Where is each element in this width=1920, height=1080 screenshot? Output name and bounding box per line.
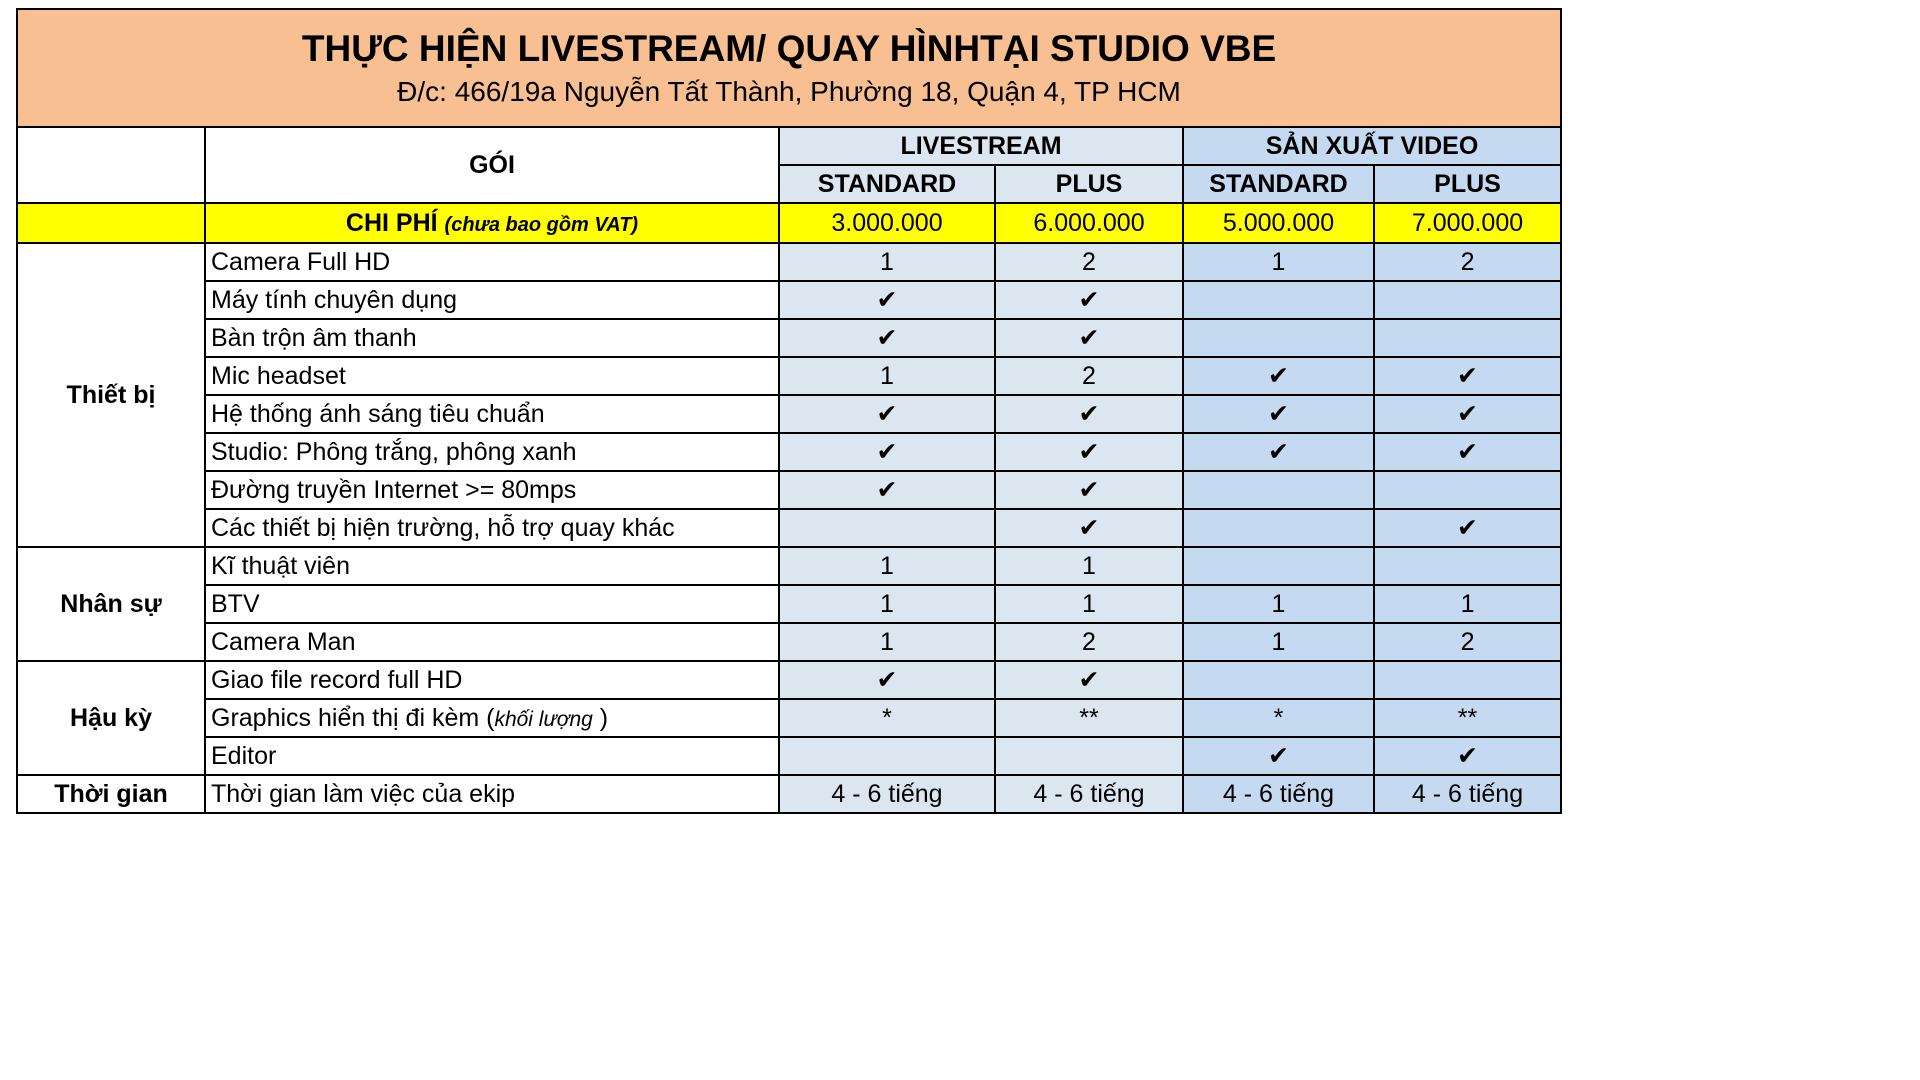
value-cell — [1374, 547, 1561, 585]
table-row — [17, 281, 1561, 319]
check-icon: ✔ — [1183, 357, 1374, 395]
check-icon: ✔ — [995, 395, 1183, 433]
value-cell: ** — [995, 699, 1183, 737]
table-row — [17, 433, 1561, 471]
check-icon: ✔ — [779, 395, 995, 433]
value-cell — [1374, 661, 1561, 699]
corner-cell — [17, 127, 205, 203]
address-line: Đ/c: 466/19a Nguyễn Tất Thành, Phường 18, Quận 4, TP HCM — [397, 76, 1181, 107]
value-cell: 1 — [995, 585, 1183, 623]
check-icon: ✔ — [1374, 395, 1561, 433]
value-cell: 2 — [995, 357, 1183, 395]
feature-label: Kĩ thuật viên — [205, 547, 779, 585]
cost-value: 3.000.000 — [779, 203, 995, 243]
value-cell: 1 — [1374, 585, 1561, 623]
feature-label: Hệ thống ánh sáng tiêu chuẩn — [205, 395, 779, 433]
group-livestream: LIVESTREAM — [779, 127, 1183, 165]
value-cell: 1 — [995, 547, 1183, 585]
value-cell: 4 - 6 tiếng — [995, 775, 1183, 813]
check-icon: ✔ — [779, 433, 995, 471]
check-icon: ✔ — [779, 281, 995, 319]
feature-label: Giao file record full HD — [205, 661, 779, 699]
value-cell — [1374, 471, 1561, 509]
tier-video-standard: STANDARD — [1183, 165, 1374, 203]
check-icon: ✔ — [995, 319, 1183, 357]
check-icon: ✔ — [995, 281, 1183, 319]
value-cell — [1183, 281, 1374, 319]
category-time: Thời gian — [17, 775, 205, 813]
cost-value: 5.000.000 — [1183, 203, 1374, 243]
feature-label: Mic headset — [205, 357, 779, 395]
value-cell: 1 — [779, 357, 995, 395]
table-row — [17, 395, 1561, 433]
feature-label: Máy tính chuyên dụng — [205, 281, 779, 319]
header-cell — [17, 9, 1561, 127]
value-cell: 4 - 6 tiếng — [1374, 775, 1561, 813]
feature-label: BTV — [205, 585, 779, 623]
value-cell: 1 — [779, 585, 995, 623]
check-icon: ✔ — [995, 471, 1183, 509]
feature-label: Editor — [205, 737, 779, 775]
cost-label: CHI PHÍ — [345, 208, 438, 237]
check-icon: ✔ — [779, 471, 995, 509]
check-icon: ✔ — [779, 319, 995, 357]
check-icon: ✔ — [995, 433, 1183, 471]
value-cell: 2 — [1374, 623, 1561, 661]
feature-label: Studio: Phông trắng, phông xanh — [205, 433, 779, 471]
feature-label: Camera Man — [205, 623, 779, 661]
cost-note: (chưa bao gồm VAT) — [444, 213, 639, 236]
check-icon: ✔ — [1374, 737, 1561, 775]
value-cell: * — [1183, 699, 1374, 737]
value-cell: 4 - 6 tiếng — [779, 775, 995, 813]
value-cell: 1 — [779, 623, 995, 661]
check-icon: ✔ — [1183, 433, 1374, 471]
tier-video-plus: PLUS — [1374, 165, 1561, 203]
check-icon: ✔ — [1374, 357, 1561, 395]
package-label: GÓI — [205, 127, 779, 203]
cost-value: 6.000.000 — [995, 203, 1183, 243]
value-cell: 1 — [1183, 585, 1374, 623]
value-cell — [995, 737, 1183, 775]
value-cell: * — [779, 699, 995, 737]
value-cell — [1183, 547, 1374, 585]
header-row — [17, 9, 1561, 127]
page-title: THỰC HIỆN LIVESTREAM/ QUAY HÌNHTẠI STUDIO VBE — [301, 28, 1277, 69]
cost-label-cell — [205, 203, 779, 243]
value-cell: 1 — [1183, 243, 1374, 281]
feature-note: khối lượng — [494, 707, 593, 731]
check-icon: ✔ — [779, 661, 995, 699]
check-icon: ✔ — [1183, 395, 1374, 433]
value-cell — [1183, 509, 1374, 547]
group-video: SẢN XUẤT VIDEO — [1183, 127, 1561, 165]
feature-label: Đường truyền Internet >= 80mps — [205, 471, 779, 509]
table-row — [17, 623, 1561, 661]
table-row — [17, 699, 1561, 737]
table-row — [17, 509, 1561, 547]
value-cell — [1183, 319, 1374, 357]
check-icon: ✔ — [1183, 737, 1374, 775]
category-post: Hậu kỳ — [17, 661, 205, 775]
table-row — [17, 775, 1561, 813]
value-cell: 2 — [995, 623, 1183, 661]
cost-value: 7.000.000 — [1374, 203, 1561, 243]
value-cell: 1 — [779, 243, 995, 281]
tier-livestream-plus: PLUS — [995, 165, 1183, 203]
group-header-row — [17, 127, 1561, 165]
pricing-table — [16, 8, 1562, 814]
value-cell — [1183, 471, 1374, 509]
value-cell: 2 — [1374, 243, 1561, 281]
table-row — [17, 471, 1561, 509]
feature-label: Thời gian làm việc của ekip — [205, 775, 779, 813]
table-row — [17, 243, 1561, 281]
table-row — [17, 585, 1561, 623]
table-row — [17, 547, 1561, 585]
category-personnel: Nhân sự — [17, 547, 205, 661]
value-cell — [1183, 661, 1374, 699]
check-icon: ✔ — [995, 509, 1183, 547]
value-cell: ** — [1374, 699, 1561, 737]
value-cell: 4 - 6 tiếng — [1183, 775, 1374, 813]
table-row — [17, 737, 1561, 775]
check-icon: ✔ — [995, 661, 1183, 699]
cost-empty-cell — [17, 203, 205, 243]
feature-text: Graphics hiển thị đi kèm ( — [211, 703, 495, 732]
value-cell — [1374, 281, 1561, 319]
feature-label: Camera Full HD — [205, 243, 779, 281]
cost-row — [17, 203, 1561, 243]
value-cell — [779, 509, 995, 547]
feature-tail: ) — [592, 703, 609, 732]
feature-label: Bàn trộn âm thanh — [205, 319, 779, 357]
table-row — [17, 319, 1561, 357]
feature-label — [205, 699, 779, 737]
check-icon: ✔ — [1374, 509, 1561, 547]
tier-livestream-standard: STANDARD — [779, 165, 995, 203]
feature-label: Các thiết bị hiện trường, hỗ trợ quay khác — [205, 509, 779, 547]
table-row — [17, 357, 1561, 395]
table-row — [17, 661, 1561, 699]
value-cell — [779, 737, 995, 775]
category-equipment: Thiết bị — [17, 243, 205, 547]
value-cell: 1 — [1183, 623, 1374, 661]
value-cell: 2 — [995, 243, 1183, 281]
check-icon: ✔ — [1374, 433, 1561, 471]
value-cell — [1374, 319, 1561, 357]
value-cell: 1 — [779, 547, 995, 585]
